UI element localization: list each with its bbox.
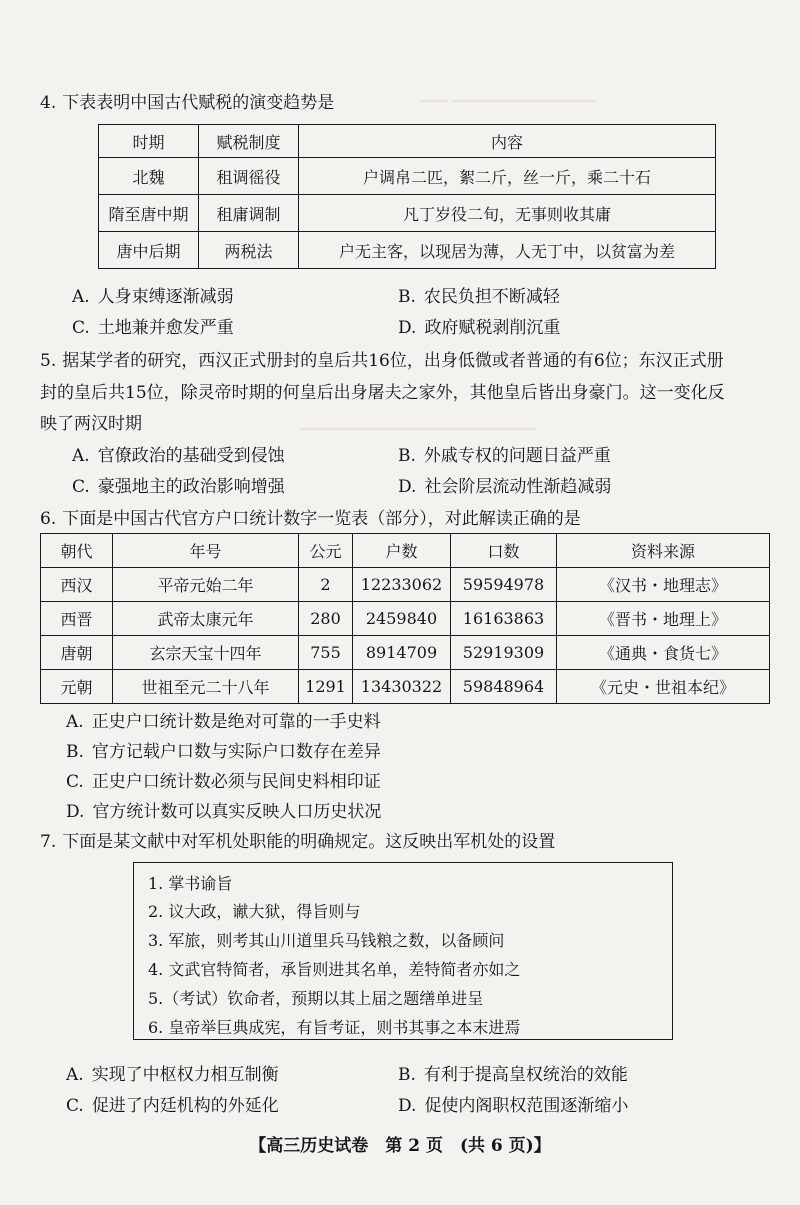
duty-item: 2. 议大政，谳大狱，得旨则与 [148, 902, 361, 921]
table-row [99, 195, 716, 232]
table-cell: 《通典・食货七》 [557, 636, 770, 670]
table-row [99, 232, 716, 269]
table-cell: 平帝元始二年 [113, 568, 299, 602]
table-cell: 1291 [299, 670, 353, 704]
bleed-through-decoration: ━━━ ━━━━━━━━━━━━━━━━ [420, 92, 597, 110]
table-cell: 12233062 [353, 568, 451, 602]
table-cell: 西晋 [41, 602, 113, 636]
table-cell: 《元史・世祖本纪》 [557, 670, 770, 704]
table-row [41, 602, 770, 636]
q7-option-c[interactable]: C. 促进了内廷机构的外延化 [66, 1096, 279, 1116]
table-cell: 唐朝 [41, 636, 113, 670]
table-row [99, 158, 716, 195]
question-5-stem-line: 封的皇后共15位，除灵帝时期的何皇后出身屠夫之家外，其他皇后皆出身豪门。这一变化反 [40, 383, 725, 403]
table-cell: 租调徭役 [199, 158, 299, 195]
q7-option-a[interactable]: A. 实现了中枢权力相互制衡 [66, 1065, 279, 1085]
table-row [41, 636, 770, 670]
population-table [40, 533, 770, 704]
table-header-cell: 内容 [299, 125, 716, 158]
q4-option-a[interactable]: A. 人身束缚逐渐减弱 [72, 287, 234, 307]
table-header-cell: 户数 [353, 534, 451, 568]
table-cell: 玄宗天宝十四年 [113, 636, 299, 670]
table-cell: 16163863 [451, 602, 557, 636]
table-cell: 52919309 [451, 636, 557, 670]
table-cell: 59594978 [451, 568, 557, 602]
table-cell: 唐中后期 [99, 232, 199, 269]
table-header-cell: 赋税制度 [199, 125, 299, 158]
table-cell: 武帝太康元年 [113, 602, 299, 636]
table-cell: 北魏 [99, 158, 199, 195]
table-cell: 户调帛二匹，絮二斤，丝一斤，乘二十石 [299, 158, 716, 195]
q4-option-b[interactable]: B. 农民负担不断减轻 [398, 287, 560, 307]
table-cell: 西汉 [41, 568, 113, 602]
table-cell: 59848964 [451, 670, 557, 704]
table-header-row [99, 125, 716, 158]
duty-item: 6. 皇帝举巨典成宪，有旨考证，则书其事之本末进焉 [148, 1018, 521, 1037]
question-4-stem: 4. 下表表明中国古代赋税的演变趋势是 [40, 93, 335, 113]
table-cell: 元朝 [41, 670, 113, 704]
table-cell: 隋至唐中期 [99, 195, 199, 232]
table-cell: 凡丁岁役二旬，无事则收其庸 [299, 195, 716, 232]
page-footer: 【高三历史试卷 第 2 页 (共 6 页)】 [249, 1136, 551, 1156]
table-cell: 2459840 [353, 602, 451, 636]
table-cell: 8914709 [353, 636, 451, 670]
table-header-cell: 朝代 [41, 534, 113, 568]
table-cell: 《晋书・地理上》 [557, 602, 770, 636]
table-row [41, 568, 770, 602]
q6-option-d[interactable]: D. 官方统计数可以真实反映人口历史状况 [66, 802, 382, 822]
q6-option-b[interactable]: B. 官方记载户口数与实际户口数存在差异 [66, 742, 381, 762]
duty-item: 3. 军旅，则考其山川道里兵马钱粮之数，以备顾问 [148, 931, 505, 950]
question-6-stem: 6. 下面是中国古代官方户口统计数字一览表（部分），对此解读正确的是 [40, 509, 581, 529]
table-cell: 世祖至元二十八年 [113, 670, 299, 704]
duty-item: 5.（考试）钦命者，预期以其上届之题缮单进呈 [148, 989, 484, 1008]
q6-option-c[interactable]: C. 正史户口统计数必须与民间史料相印证 [66, 772, 381, 792]
q5-option-a[interactable]: A. 官僚政治的基础受到侵蚀 [72, 446, 285, 466]
table-cell: 2 [299, 568, 353, 602]
q6-option-a[interactable]: A. 正史户口统计数是绝对可靠的一手史料 [66, 712, 381, 732]
table-cell: 280 [299, 602, 353, 636]
q5-option-c[interactable]: C. 豪强地主的政治影响增强 [72, 477, 285, 497]
table-header-cell: 时期 [99, 125, 199, 158]
table-cell: 两税法 [199, 232, 299, 269]
table-row [41, 670, 770, 704]
table-cell: 租庸调制 [199, 195, 299, 232]
duty-item: 1. 掌书谕旨 [148, 874, 233, 893]
table-cell: 《汉书・地理志》 [557, 568, 770, 602]
q7-option-d[interactable]: D. 促使内阁职权范围逐渐缩小 [398, 1096, 629, 1116]
table-header-cell: 口数 [451, 534, 557, 568]
bleed-through-decoration: ━━━━━━━━━━━━━━━━━━━━━━━━━━ [300, 420, 535, 438]
q5-option-d[interactable]: D. 社会阶层流动性渐趋减弱 [398, 477, 612, 497]
question-5-stem: 5. 据某学者的研究，西汉正式册封的皇后共16位，出身低微或者普通的有6位；东汉正式册 [40, 351, 724, 371]
q5-option-b[interactable]: B. 外戚专权的问题日益严重 [398, 446, 611, 466]
q7-option-b[interactable]: B. 有利于提高皇权统治的效能 [398, 1065, 628, 1085]
q4-option-d[interactable]: D. 政府赋税剥削沉重 [398, 318, 561, 338]
table-cell: 13430322 [353, 670, 451, 704]
table-cell: 户无主客，以现居为薄，人无丁中，以贫富为差 [299, 232, 716, 269]
q4-option-c[interactable]: C. 土地兼并愈发严重 [72, 318, 234, 338]
tax-system-table [98, 124, 716, 269]
table-cell: 755 [299, 636, 353, 670]
table-header-row [41, 534, 770, 568]
question-5-stem-line: 映了两汉时期 [40, 414, 142, 434]
table-header-cell: 公元 [299, 534, 353, 568]
table-header-cell: 资料来源 [557, 534, 770, 568]
duty-item: 4. 文武官特简者，承旨则进其名单，差特简者亦如之 [148, 960, 521, 979]
table-header-cell: 年号 [113, 534, 299, 568]
grand-council-duties-box [133, 862, 673, 1040]
question-7-stem: 7. 下面是某文献中对军机处职能的明确规定。这反映出军机处的设置 [40, 832, 556, 852]
